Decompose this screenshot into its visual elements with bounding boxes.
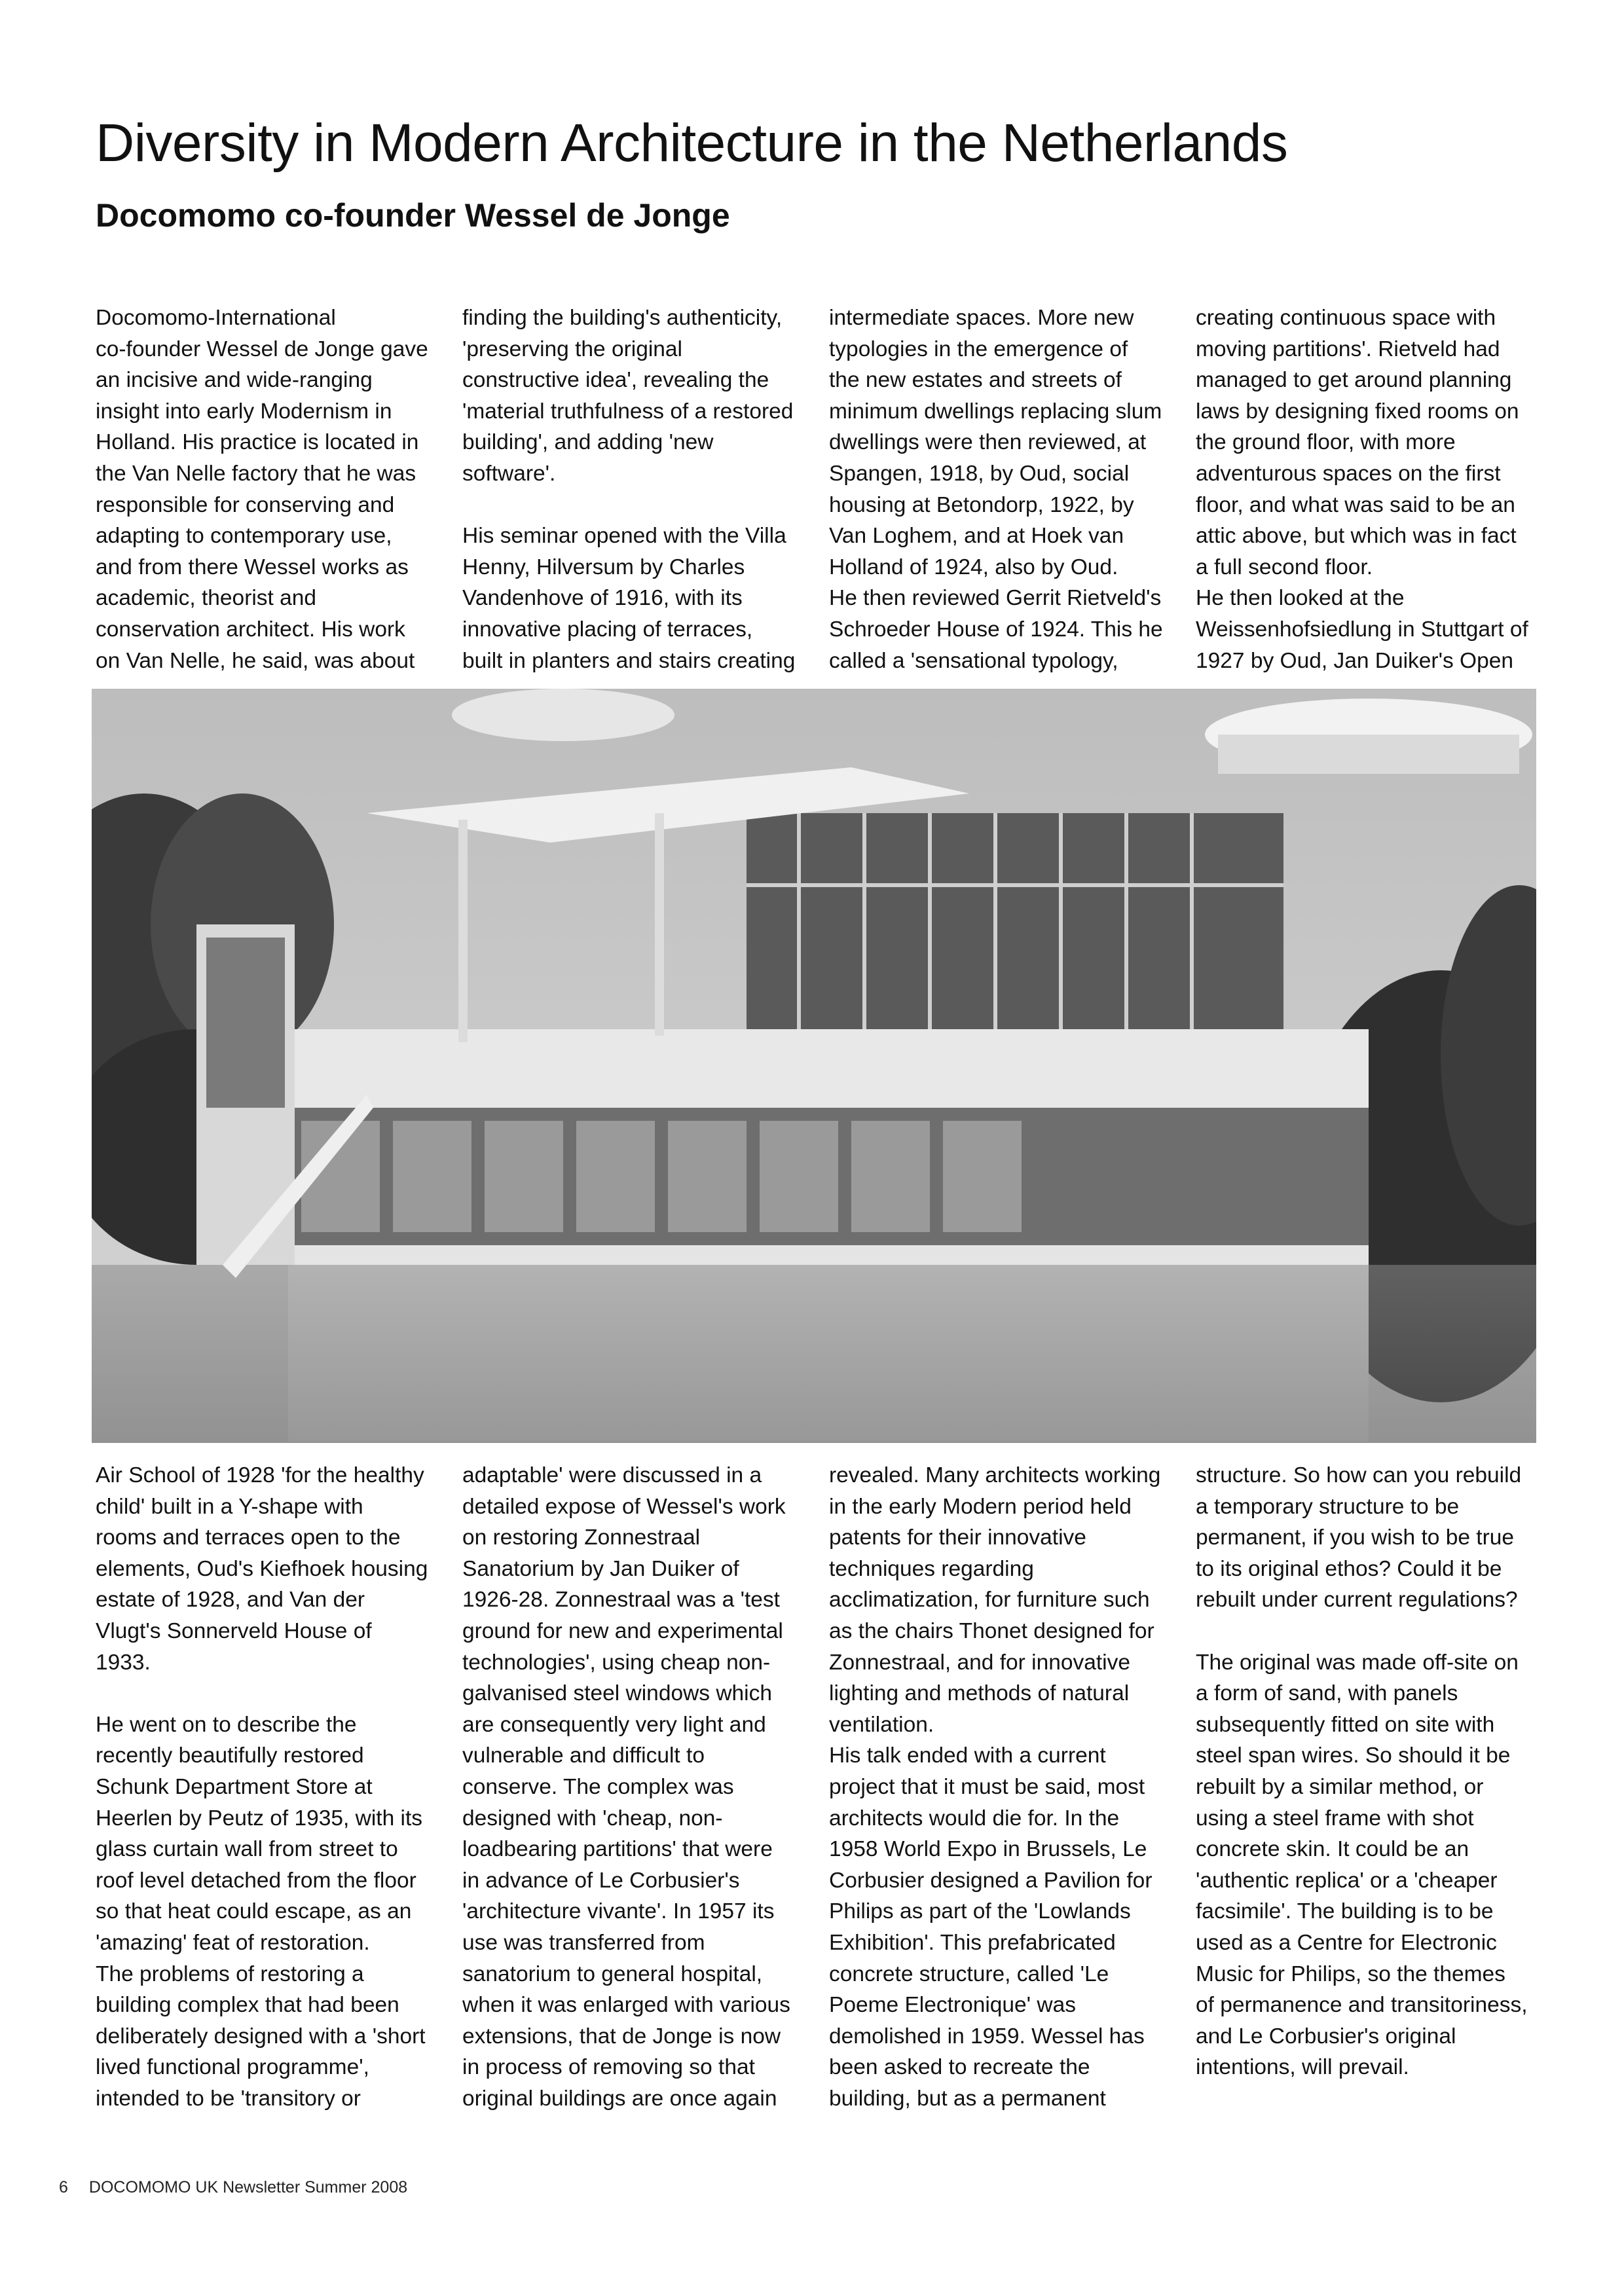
bottom-column-4 bbox=[1196, 1460, 1536, 2114]
building-photo-drawing bbox=[92, 689, 1536, 1443]
paragraph: He then reviewed Gerrit Rietveld's Schroeder House of 1924. This he called a 'sensational typology, bbox=[829, 586, 1163, 673]
bottom-column-2 bbox=[462, 1460, 803, 2114]
publication-name: DOCOMOMO UK Newsletter Summer 2008 bbox=[88, 2178, 408, 2196]
top-column-4 bbox=[1196, 302, 1536, 676]
bottom-column-1 bbox=[96, 1460, 436, 2114]
paragraph: He then looked at the Weissenhofsiedlung in Stuttgart of 1927 by Oud, Jan Duiker's Open bbox=[1196, 586, 1528, 673]
top-column-2 bbox=[462, 302, 803, 676]
paragraph: His seminar opened with the Villa Henny, Hilversum by Charles Vandenhove of 1916, with its innovative placing of terraces, built in planters and stairs creating bbox=[462, 524, 796, 673]
bottom-column-3 bbox=[829, 1460, 1170, 2114]
paragraph: Docomomo-International co-founder Wessel de Jonge gave an incisive and wide-ranging insight into early Modernism in Holland. His practice is located in the Van Nelle factory that he was responsible for conserving and adapting to contemporary use, and from there Wessel works as academic, theorist and conservation architect. His work on Van Nelle, he said, was about bbox=[96, 306, 428, 673]
page-footer bbox=[59, 2178, 407, 2197]
paragraph: He went on to describe the recently beautifully restored Schunk Department Store at Heerlen by Peutz of 1935, with its glass curtain wall from street to roof level detached from the floor so that heat could escape, as an 'amazing' feat of restoration. bbox=[96, 1712, 423, 1955]
page-number: 6 bbox=[59, 2178, 68, 2196]
paragraph: The original was made off-site on a form of sand, with panels subsequently fitted on site with steel span wires. So should it be rebuilt by a similar method, or using a steel frame with shot concrete skin. It could be an 'authentic replica' or a 'cheaper facsimile'. The building is to be used as a Centre for Electronic Music for Philips, so the themes of permanence and transitoriness, and Le Corbusier's original intentions, will prevail. bbox=[1196, 1650, 1528, 2080]
paragraph: His talk ended with a current project that it must be said, most architects would die for. In the 1958 World Expo in Brussels, Le Corbusier designed a Pavilion for Philips as part of the 'Lowlands Exhibition'. This prefabricated concrete structure, called 'Le Poeme Electronique' was demolished in 1959. Wessel has been asked to recreate the building, but as a permanent bbox=[829, 1743, 1153, 2111]
paragraph: revealed. Many architects working in the early Modern period held patents for their innovative techniques regarding acclimatization, for furniture such as the chairs Thonet designed for Zonnestraal, and for innovative lighting and methods of natural ventilation. bbox=[829, 1463, 1161, 1737]
paragraph: structure. So how can you rebuild a temporary structure to be permanent, if you wish to be true to its original ethos? Could it be rebuilt under current regulations? bbox=[1196, 1463, 1522, 1613]
paragraph: finding the building's authenticity, 'preserving the original constructive idea', revealing the 'material truthfulness of a restored building', and adding 'new software'. bbox=[462, 306, 794, 486]
top-column-3 bbox=[829, 302, 1170, 676]
building-photo bbox=[92, 689, 1536, 1443]
paragraph: intermediate spaces. More new typologies in the emergence of the new estates and streets of minimum dwellings replacing slum dwellings were then reviewed, at Spangen, 1918, by Oud, social housing at Betondorp, 1922, by Van Loghem, and at Hoek van Holland of 1924, also by Oud. bbox=[829, 306, 1162, 579]
bottom-text-columns bbox=[96, 1460, 1536, 2114]
paragraph: adaptable' were discussed in a detailed expose of Wessel's work on restoring Zonnestraal Sanatorium by Jan Duiker of 1926-28. Zonnestraal was a 'test ground for new and experimental technologies', using cheap non- galvanised steel windows which are consequently very light and vulnerable and difficult to conserve. The complex was designed with 'cheap, non- loadbearing partitions' that were in advance of Le Corbusier's 'architecture vivante'. In 1957 its use was transferred from sanatorium to general hospital, when it was enlarged with various extensions, that de Jonge is now in process of removing so that original buildings are once again bbox=[462, 1463, 790, 2111]
top-column-1 bbox=[96, 302, 436, 676]
article-subtitle: Docomomo co-founder Wessel de Jonge bbox=[96, 197, 730, 234]
paragraph: creating continuous space with moving partitions'. Rietveld had managed to get around planning laws by designing fixed rooms on the ground floor, with more adventurous spaces on the first floor, and what was said to be an attic above, but which was in fact a full second floor. bbox=[1196, 306, 1519, 579]
paragraph: Air School of 1928 'for the healthy child' built in a Y-shape with rooms and terraces open to the elements, Oud's Kiefhoek housing estate of 1928, and Van der Vlugt's Sonnerveld House of 1933. bbox=[96, 1463, 428, 1675]
article-title: Diversity in Modern Architecture in the Netherlands bbox=[96, 113, 1288, 173]
top-text-columns bbox=[96, 302, 1536, 676]
paragraph: The problems of restoring a building complex that had been deliberately designed with a 'short lived functional programme', intended to be 'transitory or bbox=[96, 1961, 426, 2111]
